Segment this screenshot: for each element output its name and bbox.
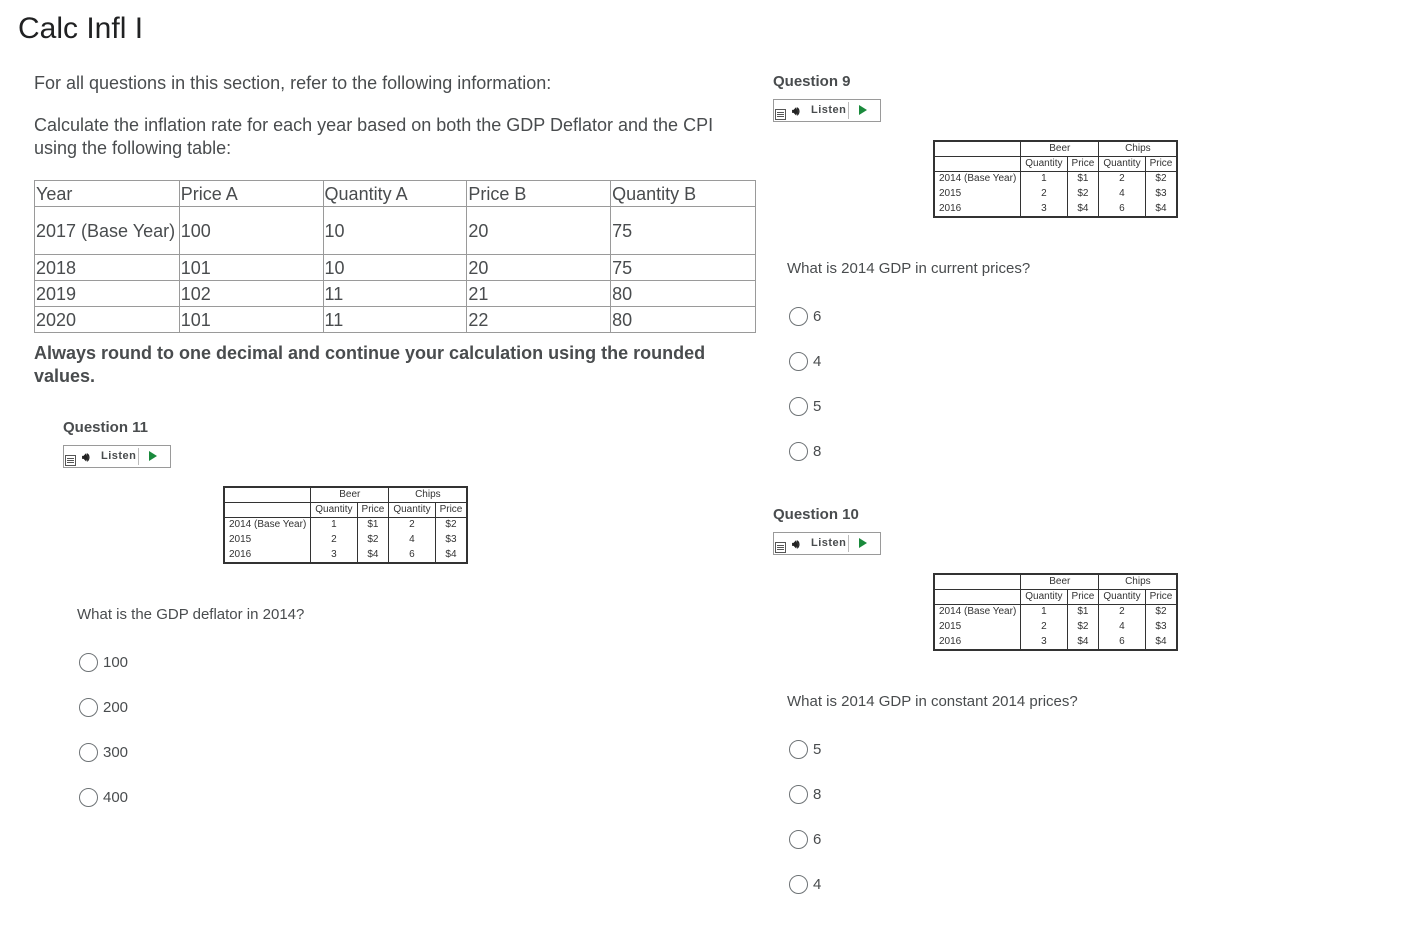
table-cell: 22	[467, 307, 611, 333]
option-label: 100	[103, 654, 129, 671]
table-cell: 10	[323, 255, 467, 281]
table-cell: 2017 (Base Year)	[35, 207, 180, 255]
speaker-icon: 🔊︎	[792, 104, 800, 118]
table-cell: 80	[611, 307, 756, 333]
table-cell: $2	[1145, 172, 1177, 187]
table-cell: $2	[435, 518, 467, 533]
table-cell: 80	[611, 281, 756, 307]
radio-button[interactable]	[789, 307, 808, 326]
play-icon[interactable]	[859, 105, 867, 115]
radio-button[interactable]	[789, 785, 808, 804]
table-cell: $1	[1067, 605, 1099, 620]
table-cell	[934, 574, 1021, 590]
table-row	[934, 620, 1177, 635]
radio-button[interactable]	[789, 442, 808, 461]
table-cell: 1	[1021, 172, 1067, 187]
table-cell: 4	[389, 533, 435, 548]
table-row	[35, 281, 756, 307]
table-cell: 2020	[35, 307, 180, 333]
section-instruction: Calculate the inflation rate for each year based on both the GDP Deflator and the CPI using the following table:	[34, 115, 714, 158]
question-10-heading: Question 10	[773, 506, 859, 523]
table-header-cell: Price A	[179, 181, 323, 207]
table-cell: 2016	[229, 548, 252, 560]
table-cell: 2015	[229, 534, 252, 545]
option-label: 200	[103, 699, 129, 716]
question-9-prompt: What is 2014 GDP in current prices?	[787, 260, 1031, 277]
answer-option[interactable]	[789, 352, 821, 371]
answer-option[interactable]	[789, 397, 821, 416]
table-header-cell: Chips	[389, 487, 468, 503]
table-cell: 2015	[939, 188, 962, 199]
option-label: 4	[813, 876, 822, 893]
answer-option[interactable]	[79, 743, 128, 762]
table-row	[35, 307, 756, 333]
table-cell: 102	[179, 281, 323, 307]
table-cell: 2015	[939, 621, 962, 632]
divider	[848, 102, 849, 119]
option-label: 4	[813, 353, 822, 370]
table-cell: 2	[1021, 620, 1067, 635]
table-cell: $1	[1067, 172, 1099, 187]
table-header-cell: Quantity B	[611, 181, 756, 207]
table-cell: 2014 (Base Year)	[939, 606, 1017, 618]
table-cell: 2	[1021, 187, 1067, 202]
table-header-cell: Price	[435, 503, 467, 518]
radio-button[interactable]	[79, 653, 98, 672]
table-cell: 1	[1021, 605, 1067, 620]
table-header-cell: Price	[1067, 590, 1099, 605]
divider	[138, 448, 139, 465]
radio-button[interactable]	[79, 788, 98, 807]
table-cell: 2016	[939, 202, 962, 214]
table-cell: 6	[1099, 202, 1145, 217]
table-cell	[934, 157, 1021, 172]
page-title: Calc Infl I	[18, 12, 144, 45]
table-row	[224, 533, 467, 548]
table-row	[934, 605, 1177, 620]
answer-option[interactable]	[79, 698, 128, 717]
table-cell: $2	[1067, 187, 1099, 202]
table-cell	[224, 487, 311, 503]
table-cell: $3	[1145, 620, 1177, 635]
table-cell	[934, 590, 1021, 605]
table-cell: 2014 (Base Year)	[939, 173, 1017, 185]
beer-chips-table	[933, 573, 1178, 651]
document-icon	[65, 455, 76, 466]
listen-button[interactable]	[773, 532, 881, 555]
option-label: 6	[813, 308, 822, 325]
option-label: 8	[813, 786, 822, 803]
radio-button[interactable]	[789, 352, 808, 371]
table-cell: $4	[1145, 202, 1177, 217]
document-icon	[775, 109, 786, 120]
table-row	[224, 518, 467, 533]
table-header-cell: Chips	[1099, 141, 1178, 157]
play-icon[interactable]	[149, 451, 157, 461]
listen-button[interactable]	[63, 445, 171, 468]
table-header-cell: Quantity A	[323, 181, 467, 207]
table-cell: 20	[467, 255, 611, 281]
beer-chips-table	[223, 486, 468, 564]
question-11-prompt: What is the GDP deflator in 2014?	[77, 606, 305, 623]
table-cell: 3	[1021, 635, 1067, 650]
answer-option[interactable]	[79, 788, 128, 807]
play-icon[interactable]	[859, 538, 867, 548]
listen-label: Listen	[101, 450, 137, 462]
table-header-cell: Price	[357, 503, 389, 518]
option-label: 400	[103, 789, 129, 806]
listen-label: Listen	[811, 104, 847, 116]
table-cell: 4	[1099, 187, 1145, 202]
table-cell: 75	[611, 207, 756, 255]
radio-button[interactable]	[79, 698, 98, 717]
table-cell: 1	[311, 518, 357, 533]
table-row	[934, 187, 1177, 202]
table-header-cell: Year	[35, 181, 180, 207]
table-cell: 11	[323, 307, 467, 333]
question-10-prompt: What is 2014 GDP in constant 2014 prices?	[787, 693, 1078, 710]
table-header-cell: Price B	[467, 181, 611, 207]
table-cell: $2	[1145, 605, 1177, 620]
answer-option[interactable]	[789, 785, 821, 804]
table-row	[35, 255, 756, 281]
table-header-cell: Price	[1145, 590, 1177, 605]
rounding-note: Always round to one decimal and continue your calculation using the rounded values.	[34, 343, 706, 386]
table-row	[934, 635, 1177, 650]
table-header-cell: Beer	[1021, 574, 1099, 590]
table-header-cell: Chips	[1099, 574, 1178, 590]
table-cell: 6	[1099, 635, 1145, 650]
table-cell: 10	[323, 207, 467, 255]
table-cell: 2016	[939, 635, 962, 647]
option-label: 6	[813, 831, 822, 848]
table-row	[934, 172, 1177, 187]
question-11-heading: Question 11	[63, 419, 149, 436]
table-cell: 2	[1099, 172, 1145, 187]
speaker-icon: 🔊︎	[792, 537, 800, 551]
table-row	[224, 548, 467, 563]
table-cell: 2018	[35, 255, 180, 281]
table-cell: 6	[389, 548, 435, 563]
table-cell: 101	[179, 255, 323, 281]
beer-chips-table	[933, 140, 1178, 218]
radio-button[interactable]	[79, 743, 98, 762]
listen-button[interactable]	[773, 99, 881, 122]
table-cell: $1	[357, 518, 389, 533]
divider	[848, 535, 849, 552]
table-cell: $2	[1067, 620, 1099, 635]
option-label: 300	[103, 744, 129, 761]
table-cell: 2	[311, 533, 357, 548]
answer-option[interactable]	[789, 830, 821, 849]
section-intro: For all questions in this section, refer to the following information:	[34, 73, 552, 93]
table-cell	[224, 503, 311, 518]
option-label: 5	[813, 398, 822, 415]
table-cell: 100	[179, 207, 323, 255]
table-cell: $4	[1145, 635, 1177, 650]
table-header-cell: Quantity	[311, 503, 357, 518]
table-cell: 2	[389, 518, 435, 533]
table-header-row	[35, 181, 756, 207]
answer-option[interactable]	[789, 875, 821, 894]
table-cell: 4	[1099, 620, 1145, 635]
table-header-cell: Quantity	[1021, 157, 1067, 172]
table-cell: $3	[1145, 187, 1177, 202]
table-header-cell: Beer	[1021, 141, 1099, 157]
radio-button[interactable]	[789, 397, 808, 416]
table-header-cell: Quantity	[1099, 157, 1145, 172]
table-cell	[934, 141, 1021, 157]
table-row	[35, 207, 756, 255]
radio-button[interactable]	[789, 875, 808, 894]
table-cell: $4	[1067, 202, 1099, 217]
table-header-cell: Beer	[311, 487, 389, 503]
table-row	[934, 202, 1177, 217]
table-cell: $3	[435, 533, 467, 548]
answer-option[interactable]	[79, 653, 128, 672]
option-label: 8	[813, 443, 822, 460]
table-header-cell: Price	[1067, 157, 1099, 172]
listen-label: Listen	[811, 537, 847, 549]
table-cell: 2019	[35, 281, 180, 307]
answer-option[interactable]	[789, 740, 821, 759]
table-cell: 21	[467, 281, 611, 307]
option-label: 5	[813, 741, 822, 758]
table-cell: $2	[357, 533, 389, 548]
table-cell: 20	[467, 207, 611, 255]
question-9-heading: Question 9	[773, 73, 851, 90]
table-cell: 3	[311, 548, 357, 563]
table-cell: 3	[1021, 202, 1067, 217]
table-cell: $4	[1067, 635, 1099, 650]
radio-button[interactable]	[789, 830, 808, 849]
price-quantity-table	[34, 180, 756, 333]
table-cell: 11	[323, 281, 467, 307]
table-cell: 2	[1099, 605, 1145, 620]
document-icon	[775, 542, 786, 553]
table-header-cell: Quantity	[389, 503, 435, 518]
table-header-cell: Quantity	[1021, 590, 1067, 605]
table-cell: $4	[357, 548, 389, 563]
answer-option[interactable]	[789, 442, 821, 461]
table-cell: $4	[435, 548, 467, 563]
table-header-cell: Price	[1145, 157, 1177, 172]
answer-option[interactable]	[789, 307, 821, 326]
table-cell: 101	[179, 307, 323, 333]
table-cell: 75	[611, 255, 756, 281]
table-header-cell: Quantity	[1099, 590, 1145, 605]
radio-button[interactable]	[789, 740, 808, 759]
table-cell: 2014 (Base Year)	[229, 519, 307, 531]
speaker-icon: 🔊︎	[82, 450, 90, 464]
